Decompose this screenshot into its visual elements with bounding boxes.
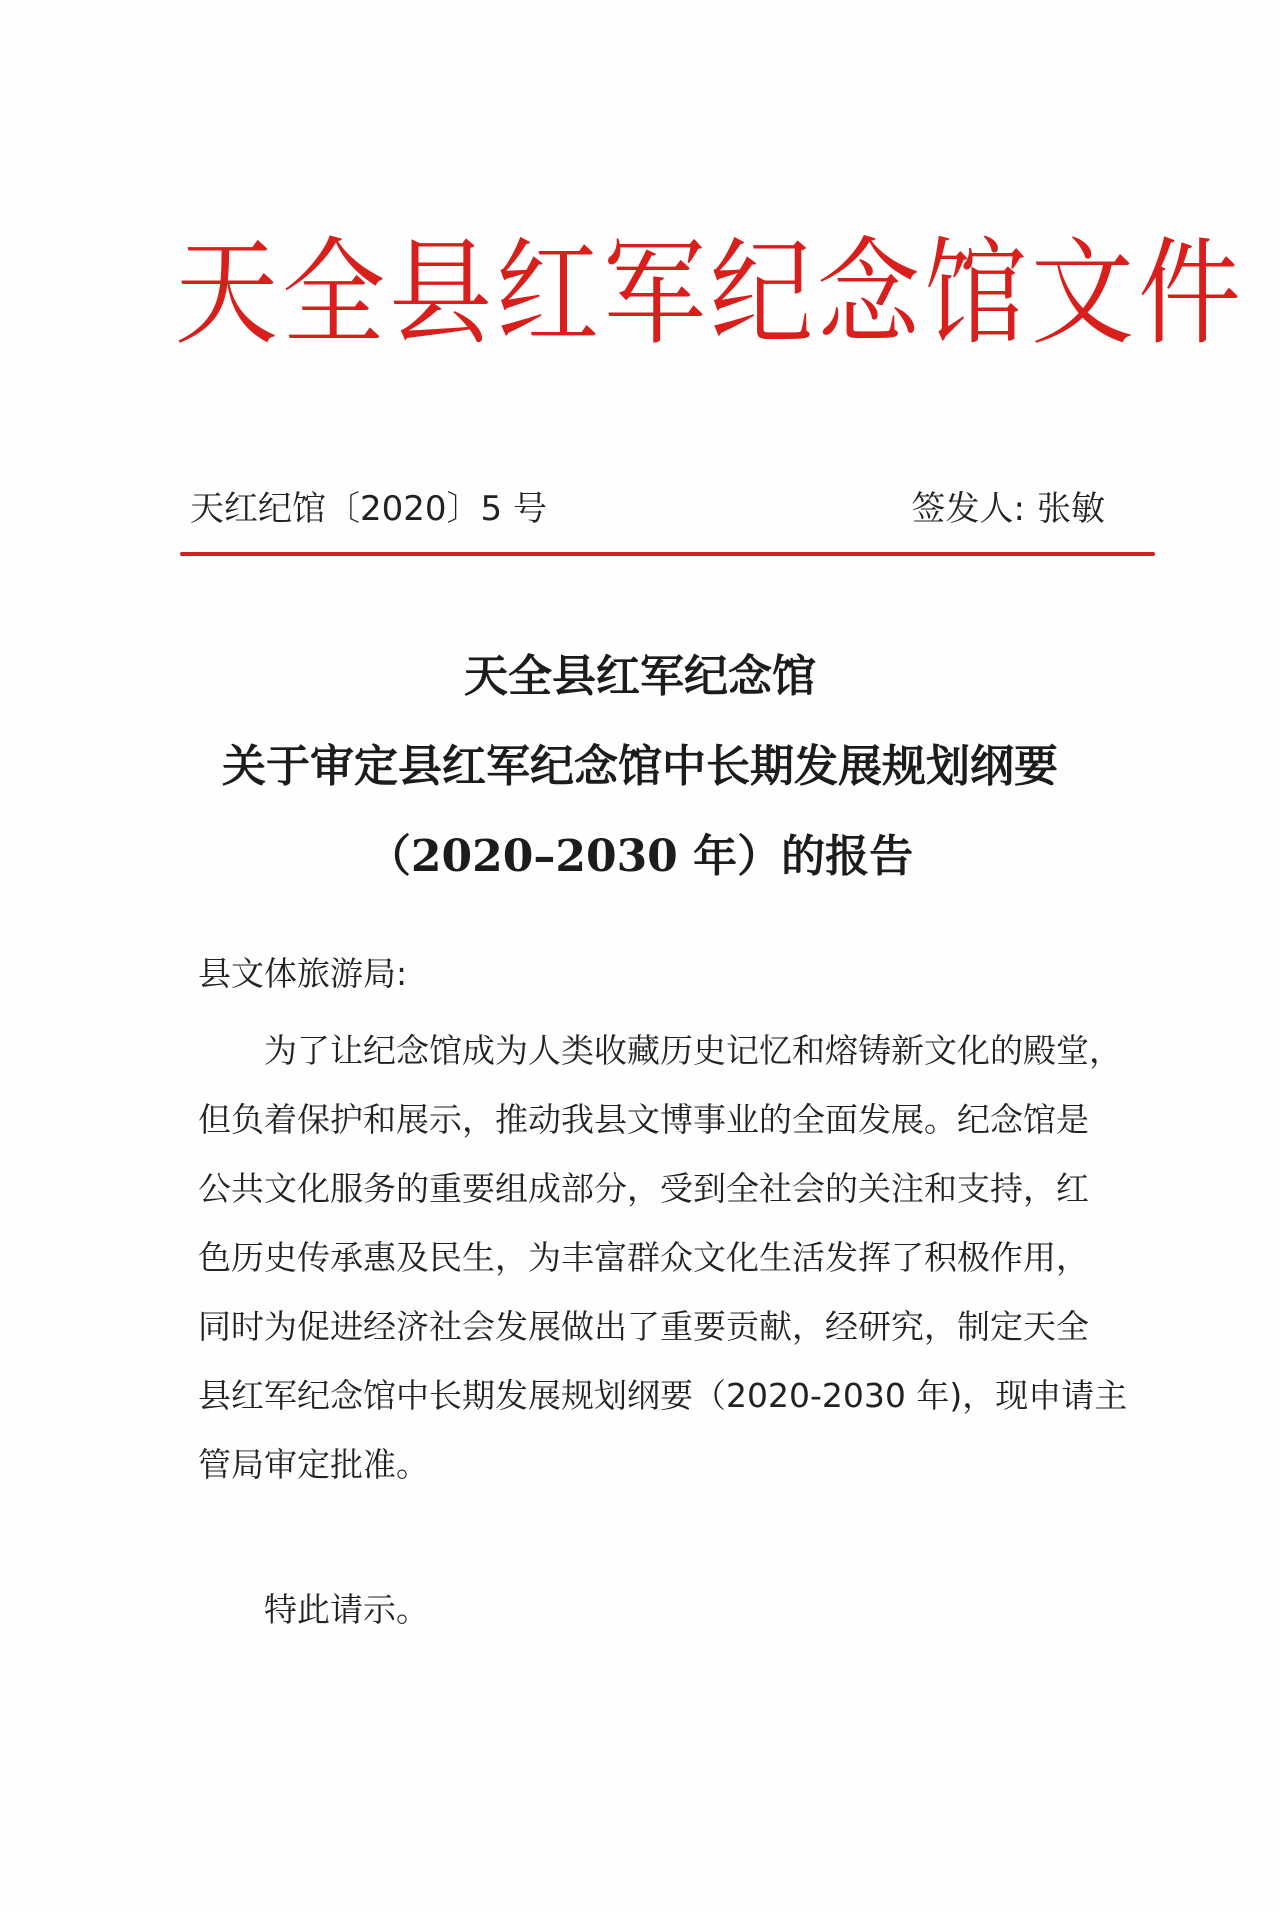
body-paragraph [198,1016,1128,1499]
document-number: 天红纪馆〔2020〕5 号 [190,489,547,529]
recipient-line: 县文体旅游局: [198,954,408,993]
body-line: 管局审定批准。 [198,1445,429,1484]
issuer-line [912,486,1105,532]
body-line: 县红军纪念馆中长期发展规划纲要（2020-2030 年)，现申请主 [198,1376,1128,1415]
body-line: 公共文化服务的重要组成部分，受到全社会的关注和支持，红 [198,1169,1089,1208]
document-title [140,632,1140,902]
red-divider-rule [180,552,1155,556]
document-header-title: 天全县红军纪念馆文件 [175,226,1245,362]
body-line: 色历史传承惠及民生，为丰富群众文化生活发挥了积极作用， [198,1238,1089,1277]
issuer-name: 张敏 [1037,489,1105,529]
body-line: 同时为促进经济社会发展做出了重要贡献，经研究，制定天全 [198,1307,1089,1346]
title-line-3: （2020–2030 年）的报告 [366,831,914,882]
body-line: 为了让纪念馆成为人类收藏历史记忆和熔铸新文化的殿堂， [264,1031,1122,1070]
title-line-1: 天全县红军纪念馆 [464,651,816,702]
issuer-label: 签发人: [911,489,1025,529]
title-line-2: 关于审定县红军纪念馆中长期发展规划纲要 [222,741,1058,792]
closing-line: 特此请示。 [264,1590,429,1629]
body-line: 但负着保护和展示，推动我县文博事业的全面发展。纪念馆是 [198,1100,1089,1139]
